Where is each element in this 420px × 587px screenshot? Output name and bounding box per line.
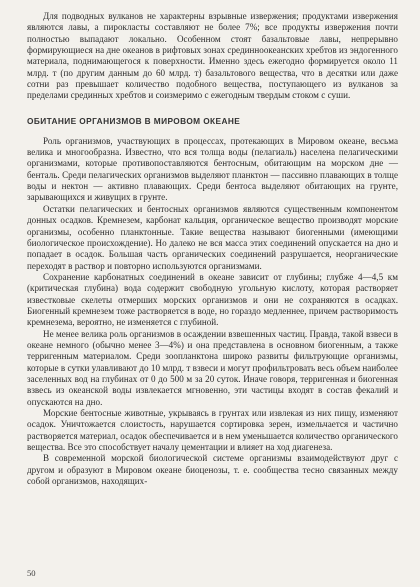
body-paragraph-4: Не менее велика роль организмов в осаждении взвешенных частиц. Правда, такой взвеси в океане немного (обычно менее 3—4%) и она представлена в основном биогенным, а также терригенным материалом. Среди зоопланктона широко развиты фильтрующие организмы, которые в сутки улавливают до 10 млрд. т взвеси и могут профильтровать весь объем наиболее заселенных вод на глубинах от 0 до 500 м за 20 суток. Иначе говоря, терригенная и биогенная взвесь из океанской воды извлекается мгновенно, эти частицы входят в состав фекалий и опускаются на дно. — [27, 328, 398, 407]
body-paragraph-6: В современной морской биологической системе организмы взаимодействуют друг с другом и образуют в Мировом океане биоценозы, т. е. сообщества тесно связанных между собой организмов, находящих- — [27, 453, 398, 487]
body-paragraph-2: Остатки пелагических и бентосных организмов являются существенным компонентом донных осадков. Кремнезем, карбонат кальция, органическое вещество производят морские организмы, особенно планктонные. Такие вещества называют биогенными (имеющими биологическое происхождение). Но далеко не вся масса этих соединений опускается на дно и попадает в осадок. Большая часть органических соединений разрушается, неорганические переходят в раствор и повторно используются организмами. — [27, 203, 398, 271]
body-paragraph-3: Сохранение карбонатных соединений в океане зависит от глубины; глубже 4—4,5 км (критическая глубина) вода содержит свободную угольную кислоту, которая растворяет известковые скелеты отмерших морских организмов и они не сохраняются в осадках. Биогенный кремнезем тоже растворяется в воде, но гораздо медленнее, причем растворимость кремнезема, вероятно, не изменяется с глубиной. — [27, 271, 398, 328]
body-paragraph-5: Морские бентосные животные, укрываясь в грунтах или извлекая из них пищу, изменяют осадок. Уничтожается слоистость, нарушается сортировка зерен, измельчается и частично растворяется материал, осадок обеспечивается и в нем уменьшается количество органического вещества. Все это способствует началу цементации и влияет на ход диагенеза. — [27, 408, 398, 453]
section-heading: ОБИТАНИЕ ОРГАНИЗМОВ В МИРОВОМ ОКЕАНЕ — [27, 115, 241, 126]
page-number: 50 — [27, 568, 36, 578]
body-paragraph-1: Роль организмов, участвующих в процессах, протекающих в Мировом океане, весьма велика и многообразна. Известно, что вся толща воды (пелагиаль) населена пелагическими организмами, которые противопоставляются бентосным, обитающим на морском дне — бенталь. Среди пелагических организмов выделяют планктон — пассивно плавающих в толще воды и нектон — активно плавающих. Среди бентоса выделяют обитающих на грунте, зарывающихся и живущих в грунте. — [27, 135, 398, 203]
intro-paragraph: Для подводных вулканов не характерны взрывные извержения; продуктами извержения являются лавы, а пирокласты составляют не более 7%; все продукты извержения почти полностью выпадают локально. Особенном стоят базальтовые лавы, непрерывно формирующиеся на дне океанов в рифтовых зонах срединноокеанских хребтов из эндогенного материала, поднимающегося к поверхности. Именно здесь ежегодно формируется около 11 млрд. т (по другим данным до 60 млрд. т) базальтового вещества, что в десятки или даже сотни раз превышает количество подобного вещества, поступающего из вулканов за пределами срединных хребтов и соизмеримо с ежегодным твердым стоком с суши. — [27, 11, 398, 101]
